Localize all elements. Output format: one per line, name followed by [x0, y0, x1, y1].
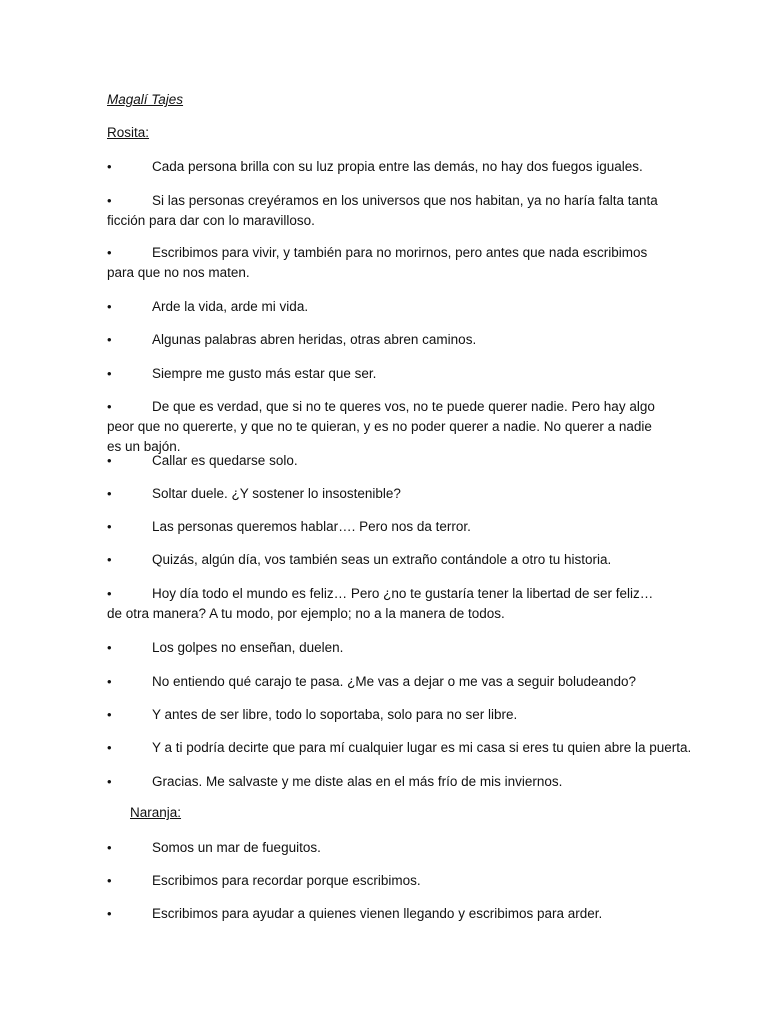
- list-item-text: De que es verdad, que si no te queres vos, no te puede querer nadie. Pero hay algo peor que no quererte, y que no te quieran, y es no poder querer a nadie. No querer a nadie es un bajón.: [107, 399, 655, 454]
- list-item-text: Y antes de ser libre, todo lo soportaba, solo para no ser libre.: [152, 707, 518, 722]
- list-item: [107, 397, 667, 457]
- bullet-icon: •: [107, 486, 112, 501]
- section-heading-naranja: Naranja:: [130, 805, 182, 820]
- list-item: [107, 157, 667, 177]
- bullet-icon: •: [107, 674, 112, 689]
- list-item-text: Somos un mar de fueguitos.: [152, 840, 321, 855]
- bullet-icon: •: [107, 774, 112, 789]
- bullet-icon: •: [107, 873, 112, 888]
- list-item: [107, 904, 667, 924]
- list-item-text: Siempre me gusto más estar que ser.: [152, 366, 377, 381]
- bullet-icon: •: [107, 552, 112, 567]
- list-item-text: Y a ti podría decirte que para mí cualquier lugar es mi casa si eres tu quien abre la puerta.: [152, 740, 692, 755]
- list-item-text: Algunas palabras abren heridas, otras abren caminos.: [152, 332, 477, 347]
- bullet-icon: •: [107, 193, 112, 208]
- list-item: [107, 191, 667, 231]
- section-heading-rosita: Rosita:: [107, 125, 150, 140]
- list-item-text: Callar es quedarse solo.: [152, 453, 298, 468]
- list-item: [107, 738, 692, 758]
- bullet-icon: •: [107, 740, 112, 755]
- list-item: [107, 550, 667, 570]
- list-item-text: Quizás, algún día, vos también seas un extraño contándole a otro tu historia.: [152, 552, 612, 567]
- bullet-icon: •: [107, 640, 112, 655]
- list-item-text: Los golpes no enseñan, duelen.: [152, 640, 344, 655]
- bullet-icon: •: [107, 245, 112, 260]
- list-item-text: Escribimos para vivir, y también para no morirnos, pero antes que nada escribimos para que no nos maten.: [107, 245, 648, 280]
- bullet-icon: •: [107, 840, 112, 855]
- bullet-icon: •: [107, 906, 112, 921]
- bullet-icon: •: [107, 332, 112, 347]
- bullet-icon: •: [107, 159, 112, 174]
- list-item: [107, 705, 667, 725]
- bullet-icon: •: [107, 366, 112, 381]
- list-item-text: Escribimos para ayudar a quienes vienen llegando y escribimos para arder.: [152, 906, 603, 921]
- bullet-icon: •: [107, 586, 112, 601]
- list-item-text: Escribimos para recordar porque escribimos.: [152, 873, 421, 888]
- author-name: Magalí Tajes: [107, 92, 184, 107]
- bullet-icon: •: [107, 707, 112, 722]
- list-item: [107, 638, 667, 658]
- list-item-text: Si las personas creyéramos en los universos que nos habitan, ya no haría falta tanta ficción para dar con lo maravilloso.: [107, 193, 658, 228]
- list-item: [107, 297, 667, 317]
- list-item: [107, 838, 667, 858]
- list-item: [107, 451, 667, 471]
- list-item-text: Cada persona brilla con su luz propia entre las demás, no hay dos fuegos iguales.: [152, 159, 643, 174]
- list-item: [107, 364, 667, 384]
- bullet-icon: •: [107, 399, 112, 414]
- list-item-text: Las personas queremos hablar…. Pero nos da terror.: [152, 519, 471, 534]
- list-item-text: No entiendo qué carajo te pasa. ¿Me vas a dejar o me vas a seguir boludeando?: [152, 674, 637, 689]
- bullet-icon: •: [107, 453, 112, 468]
- list-item-text: Gracias. Me salvaste y me diste alas en el más frío de mis inviernos.: [152, 774, 563, 789]
- list-item: [107, 871, 667, 891]
- list-item-text: Soltar duele. ¿Y sostener lo insostenible?: [152, 486, 401, 501]
- list-item: [107, 517, 667, 537]
- list-item-text: Hoy día todo el mundo es feliz… Pero ¿no te gustaría tener la libertad de ser feliz… de otra manera? A tu modo, por ejemplo; no a la manera de todos.: [107, 586, 654, 621]
- list-item: [107, 243, 667, 283]
- list-item: [107, 584, 667, 624]
- bullet-icon: •: [107, 519, 112, 534]
- bullet-icon: •: [107, 299, 112, 314]
- list-item: [107, 772, 667, 792]
- list-item: [107, 672, 667, 692]
- list-item: [107, 330, 667, 350]
- list-item: [107, 484, 667, 504]
- list-item-text: Arde la vida, arde mi vida.: [152, 299, 309, 314]
